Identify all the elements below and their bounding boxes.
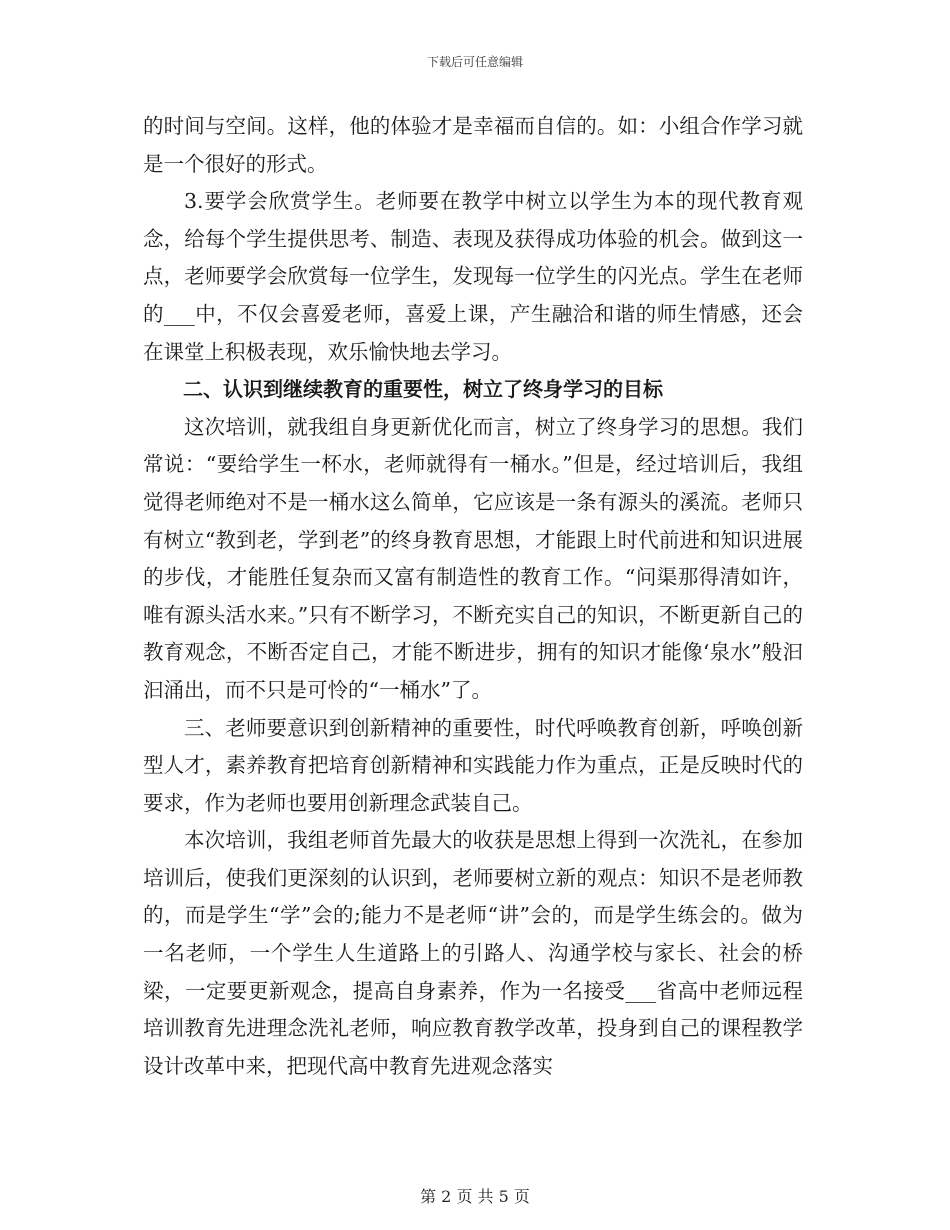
paragraph-continuation: 的时间与空间。这样，他的体验才是幸福而自信的。如：小组合作学习就是一个很好的形式。 — [143, 114, 803, 176]
document-body — [143, 108, 803, 1085]
paragraph-appreciate-students: 3.要学会欣赏学生。老师要在教学中树立以学生为本的现代教育观念，给每个学生提供思考、制造、表现及获得成功体验的机会。做到这一点，老师要学会欣赏每一位学生，发现每一位学生的闪光点。学生在老师的___中，不仅会喜爱老师，喜爱上课，产生融洽和谐的师生情感，还会在课堂上积极表现，欢乐愉快地去学习。 — [143, 189, 803, 364]
page-header-note: 下载后可任意编辑 — [426, 55, 523, 69]
paragraph-training-gains: 本次培训，我组老师首先最大的收获是思想上得到一次洗礼，在参加培训后，使我们更深刻的认识到，老师要树立新的观点：知识不是老师教的，而是学生“学”会的;能力不是老师“讲”会的，而是学生练会的。做为一名老师，一个学生人生道路上的引路人、沟通学校与家长、社会的桥梁，一定要更新观念，提高自身素养，作为一名接受___省高中老师远程培训教育先进理念洗礼老师，响应教育教学改革，投身到自己的课程教学设计改革中来，把现代高中教育先进观念落实 — [143, 828, 803, 1078]
section-heading-continuing-education: 二、认识到继续教育的重要性，树立了终身学习的目标 — [183, 377, 663, 402]
page-number-footer: 第 2 页 共 5 页 — [420, 1187, 530, 1206]
paragraph-innovation-spirit: 三、老师要意识到创新精神的重要性，时代呼唤教育创新，呼唤创新型人才，素养教育把培育创新精神和实践能力作为重点，正是反映时代的要求，作为老师也要用创新理念武装自己。 — [143, 715, 803, 815]
paragraph-lifelong-learning: 这次培训，就我组自身更新优化而言，树立了终身学习的思想。我们常说：“要给学生一杯水，老师就得有一桶水。”但是，经过培训后，我组觉得老师绝对不是一桶水这么简单，它应该是一条有源头的溪流。老师只有树立“教到老，学到老”的终身教育思想，才能跟上时代前进和知识进展的步伐，才能胜任复杂而又富有制造性的教育工作。“问渠那得清如许，唯有源头活水来。”只有不断学习，不断充实自己的知识，不断更新自己的教育观念，不断否定自己，才能不断进步，拥有的知识才能像‘泉水”般汩汩涌出，而不只是可怜的“一桶水”了。 — [143, 414, 803, 702]
